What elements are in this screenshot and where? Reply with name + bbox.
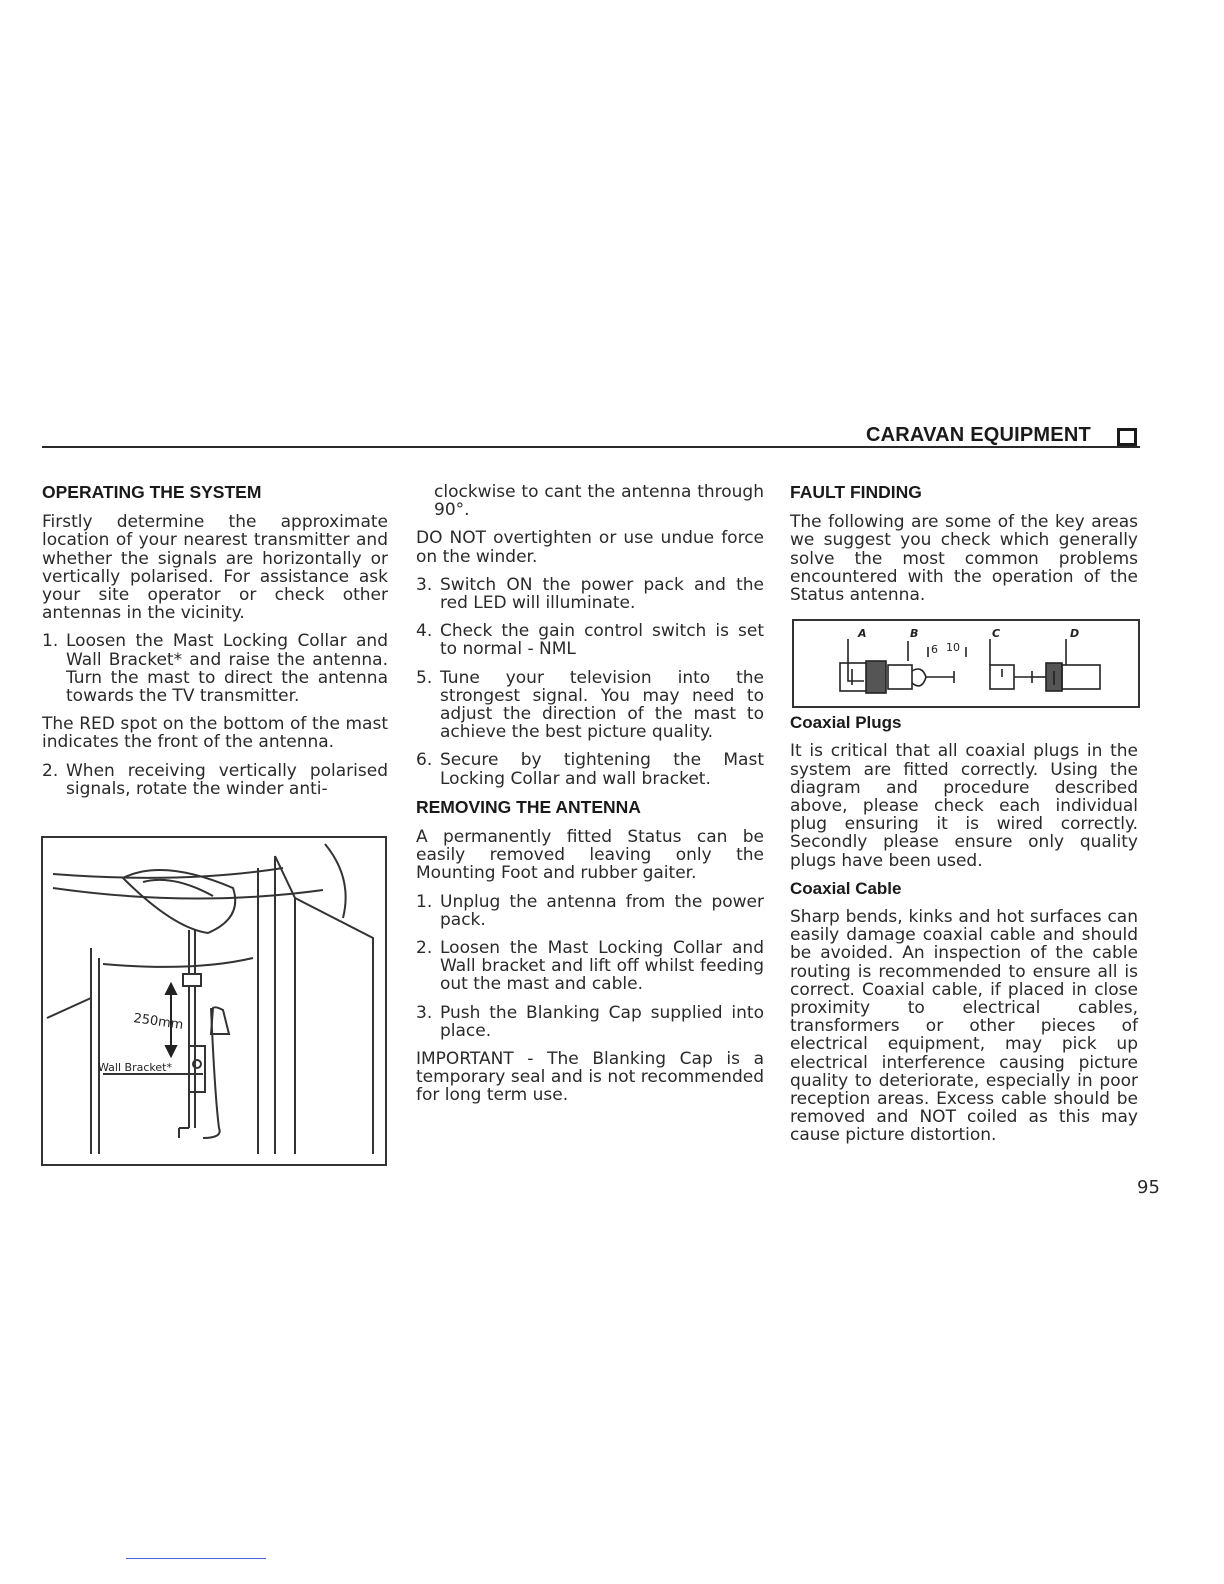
step-text: Loosen the Mast Locking Collar and Wall bracket and lift off whilst feeding out the mast and cable. xyxy=(440,938,764,995)
step-item xyxy=(416,893,764,929)
section-title: CARAVAN EQUIPMENT xyxy=(866,424,1091,446)
step-item xyxy=(416,1004,764,1040)
column-operating xyxy=(42,483,388,808)
step-text: Switch ON the power pack and the red LED will illuminate. xyxy=(440,574,764,614)
coaxial-plug-diagram xyxy=(792,619,1140,708)
operating-intro: Firstly determine the approximate location of your nearest transmitter and whether the signals are horizontally or vertically polarised. For assistance ask your site operator or check other antennas in the vicinity. xyxy=(42,512,388,624)
dimension-6: 6 xyxy=(931,643,938,656)
step-number: 1. xyxy=(42,631,59,652)
antenna-illustration xyxy=(43,838,385,1164)
important-note: IMPORTANT - The Blanking Cap is a temporary seal and is not recommended for long term use. xyxy=(416,1049,764,1106)
step-number: 1. xyxy=(416,891,433,912)
coaxial-cable-text: Sharp bends, kinks and hot surfaces can easily damage coaxial cable and should be avoided. An inspection of the cable routing is recommended to ensure all is correct. Coaxial cable, if placed in close proximity to electrical cables, transformers or other pieces of electrical equipment, may pick up electrical interference causing picture quality to deteriorate, especially in poor reception areas. Excess cable should be removed and NOT coiled as this may cause picture distortion. xyxy=(790,907,1138,1146)
antenna-installation-figure xyxy=(41,836,387,1166)
step-number: 3. xyxy=(416,1002,433,1023)
column-fault-finding xyxy=(790,483,1138,1155)
step2-continuation: clockwise to cant the antenna through 90°. xyxy=(434,482,764,521)
dimension-10: 10 xyxy=(946,641,960,654)
step-item xyxy=(416,622,764,658)
step-number: 6. xyxy=(416,750,433,771)
column-procedure xyxy=(416,483,764,1115)
step-item xyxy=(416,939,764,994)
heading-fault-finding: FAULT FINDING xyxy=(790,482,922,502)
label-a: A xyxy=(858,627,867,640)
step-text: Tune your television into the strongest signal. You may need to adjust the direction of the mast to achieve the best picture quality. xyxy=(440,667,764,743)
step-item xyxy=(42,632,388,705)
section-marker-box xyxy=(1117,428,1137,446)
step-number: 3. xyxy=(416,574,433,595)
footer-underline xyxy=(126,1558,266,1559)
distance-label: 250mm xyxy=(132,1011,185,1033)
red-spot-note: The RED spot on the bottom of the mast indicates the front of the antenna. xyxy=(42,714,388,753)
fault-intro: The following are some of the key areas we suggest you check which generally solve the most common problems encountered with the operation of the Status antenna. xyxy=(790,512,1138,606)
heading-coaxial-cable: Coaxial Cable xyxy=(790,878,902,898)
step-number: 2. xyxy=(42,760,59,781)
coaxial-plugs-text: It is critical that all coaxial plugs in the system are fitted correctly. Using the diagram and procedure described above, please check each individual plug ensuring it is wired correctly. Secondly please ensure only quality plugs have been used. xyxy=(790,741,1138,871)
step-text: When receiving vertically polarised signals, rotate the winder anti- xyxy=(66,760,388,799)
step-text: Push the Blanking Cap supplied into place. xyxy=(440,1002,764,1041)
step-text: Unplug the antenna from the power pack. xyxy=(440,891,764,930)
step-text: Loosen the Mast Locking Collar and Wall Bracket* and raise the antenna. Turn the mast to direct the antenna towards the TV transmitter. xyxy=(66,631,388,707)
step-item xyxy=(416,576,764,612)
label-d: D xyxy=(1070,627,1080,640)
label-b: B xyxy=(910,627,919,640)
step-number: 5. xyxy=(416,667,433,688)
step-number: 2. xyxy=(416,938,433,959)
step-text: Check the gain control switch is set to normal - NML xyxy=(440,621,764,660)
step-item xyxy=(416,751,764,787)
header-divider xyxy=(42,446,1140,448)
wall-bracket-label: Wall Bracket* xyxy=(98,1061,172,1074)
step-item xyxy=(42,762,388,798)
heading-coaxial-plugs: Coaxial Plugs xyxy=(790,713,902,733)
heading-operating-the-system: OPERATING THE SYSTEM xyxy=(42,482,262,502)
removing-intro: A permanently fitted Status can be easily removed leaving only the Mounting Foot and rubber gaiter. xyxy=(416,827,764,884)
step-number: 4. xyxy=(416,621,433,642)
label-c: C xyxy=(992,627,1001,640)
winder-warning: DO NOT overtighten or use undue force on the winder. xyxy=(416,528,764,567)
page-number: 95 xyxy=(1137,1177,1160,1198)
step-text: Secure by tightening the Mast Locking Collar and wall bracket. xyxy=(440,750,764,789)
step-item xyxy=(416,669,764,742)
coaxial-plug-illustration xyxy=(794,621,1138,706)
heading-removing-the-antenna: REMOVING THE ANTENNA xyxy=(416,796,641,817)
